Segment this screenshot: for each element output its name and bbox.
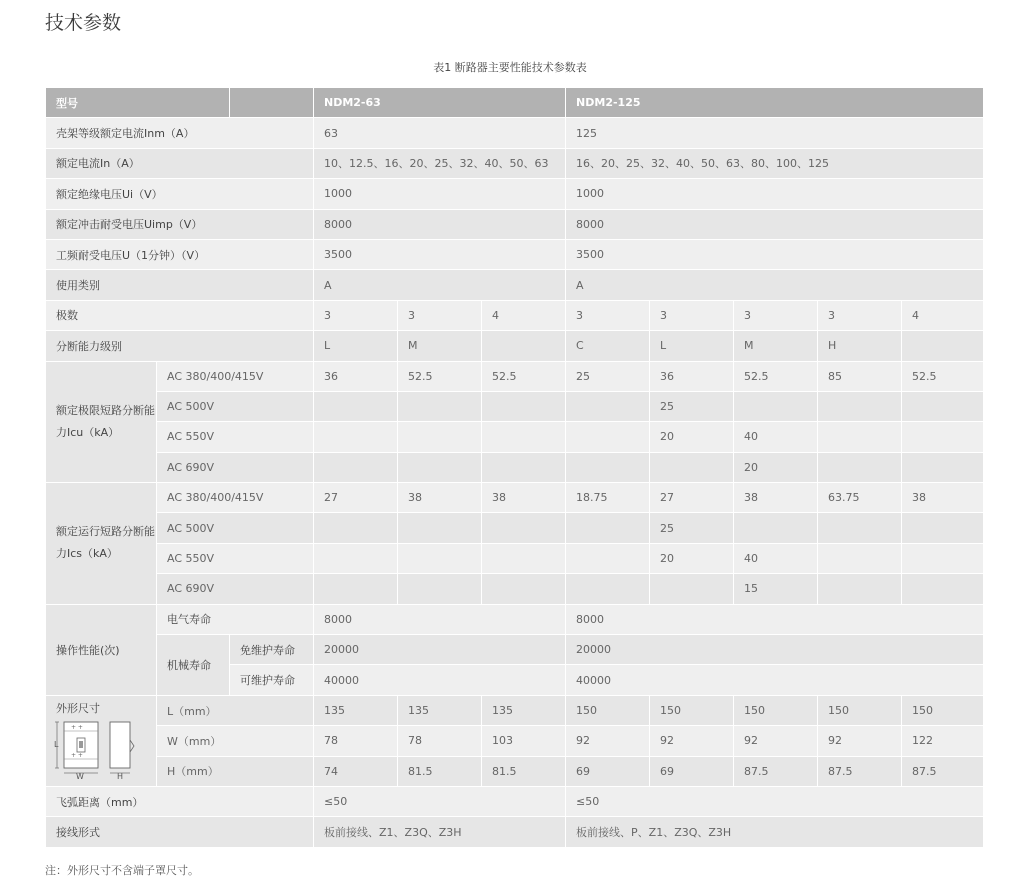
row-label: 工频耐受电压U（1分钟）（V） xyxy=(46,239,314,269)
cell-value xyxy=(482,543,566,573)
cell-value: 10、12.5、16、20、25、32、40、50、63 xyxy=(314,148,566,178)
dimension-label: H（mm） xyxy=(157,756,314,786)
cell-value xyxy=(398,513,482,543)
cell-value: 18.75 xyxy=(566,483,650,513)
cell-value: C xyxy=(566,331,650,361)
cell-value xyxy=(314,543,398,573)
cell-value xyxy=(482,452,566,482)
table-row xyxy=(46,118,984,148)
cell-value: 52.5 xyxy=(482,361,566,391)
cell-value: 52.5 xyxy=(902,361,984,391)
cell-value: 63 xyxy=(314,118,566,148)
cell-value xyxy=(902,452,984,482)
cell-value: 板前接线、P、Z1、Z3Q、Z3H xyxy=(566,817,984,847)
header-model-label: 型号 xyxy=(46,88,230,118)
page-title: 技术参数 xyxy=(45,12,122,34)
cell-value: 3 xyxy=(734,300,818,330)
cell-value: A xyxy=(314,270,566,300)
electrical-life-label: 电气寿命 xyxy=(157,604,314,634)
cell-value: 38 xyxy=(902,483,984,513)
cell-value: 25 xyxy=(566,361,650,391)
cell-value: 38 xyxy=(398,483,482,513)
cell-value xyxy=(314,513,398,543)
cell-value: 150 xyxy=(650,695,734,725)
cell-value: 3 xyxy=(314,300,398,330)
cell-value: 63.75 xyxy=(818,483,902,513)
voltage-label: AC 380/400/415V xyxy=(157,483,314,513)
voltage-label: AC 380/400/415V xyxy=(157,361,314,391)
cell-value: 8000 xyxy=(314,604,566,634)
cell-value: 36 xyxy=(650,361,734,391)
footnote: 注：外形尺寸不含端子罩尺寸。 xyxy=(45,864,199,877)
cell-value xyxy=(902,422,984,452)
table-row xyxy=(46,270,984,300)
table-row xyxy=(46,543,984,573)
table-row xyxy=(46,209,984,239)
voltage-label: AC 690V xyxy=(157,452,314,482)
cell-value: M xyxy=(734,331,818,361)
table-row xyxy=(46,300,984,330)
cell-value: 69 xyxy=(566,756,650,786)
cell-value: 4 xyxy=(482,300,566,330)
cell-value xyxy=(818,422,902,452)
svg-text:+ +: + + xyxy=(71,751,83,759)
table-row xyxy=(46,574,984,604)
cell-value xyxy=(398,543,482,573)
table-row xyxy=(46,756,984,786)
voltage-label: AC 500V xyxy=(157,513,314,543)
table-row xyxy=(46,786,984,816)
dimension-drawing xyxy=(54,720,148,780)
cell-value: 81.5 xyxy=(398,756,482,786)
cell-value: 92 xyxy=(650,726,734,756)
icu-label: 额定极限短路分断能力Icu（kA） xyxy=(46,361,157,483)
table-row xyxy=(46,179,984,209)
cell-value: 27 xyxy=(650,483,734,513)
cell-value: 38 xyxy=(734,483,818,513)
row-label: 使用类别 xyxy=(46,270,314,300)
table-row xyxy=(46,452,984,482)
cell-value xyxy=(482,331,566,361)
cell-value: 27 xyxy=(314,483,398,513)
cell-value: 板前接线、Z1、Z3Q、Z3H xyxy=(314,817,566,847)
cell-value: 52.5 xyxy=(734,361,818,391)
cell-value xyxy=(902,513,984,543)
header-model-a: NDM2-63 xyxy=(314,88,566,118)
cell-value: 20 xyxy=(650,422,734,452)
cell-value: ≤50 xyxy=(314,786,566,816)
svg-text:+ +: + + xyxy=(71,723,83,731)
cell-value: 40 xyxy=(734,543,818,573)
cell-value: 122 xyxy=(902,726,984,756)
cell-value: 103 xyxy=(482,726,566,756)
cell-value: 135 xyxy=(398,695,482,725)
maintainable-label: 可维护寿命 xyxy=(230,665,314,695)
cell-value: L xyxy=(650,331,734,361)
table-row xyxy=(46,817,984,847)
cell-value: 81.5 xyxy=(482,756,566,786)
cell-value: 40000 xyxy=(314,665,566,695)
cell-value: 87.5 xyxy=(734,756,818,786)
cell-value: A xyxy=(566,270,984,300)
cell-value: 74 xyxy=(314,756,398,786)
table-row xyxy=(46,695,984,725)
maintenance-free-label: 免维护寿命 xyxy=(230,635,314,665)
cell-value: 8000 xyxy=(566,209,984,239)
dimension-label: L（mm） xyxy=(157,695,314,725)
cell-value: 135 xyxy=(314,695,398,725)
table-row xyxy=(46,513,984,543)
table-row xyxy=(46,148,984,178)
cell-value: ≤50 xyxy=(566,786,984,816)
cell-value: H xyxy=(818,331,902,361)
cell-value: 92 xyxy=(566,726,650,756)
cell-value: 150 xyxy=(818,695,902,725)
cell-value xyxy=(482,513,566,543)
table-row xyxy=(46,604,984,634)
cell-value xyxy=(398,452,482,482)
table-row xyxy=(46,726,984,756)
cell-value xyxy=(482,574,566,604)
cell-value: 3500 xyxy=(314,239,566,269)
cell-value xyxy=(566,513,650,543)
row-label: 分断能力级别 xyxy=(46,331,314,361)
dim-w-label: W xyxy=(76,771,84,780)
voltage-label: AC 550V xyxy=(157,422,314,452)
cell-value xyxy=(482,391,566,421)
header-blank xyxy=(230,88,314,118)
cell-value: 8000 xyxy=(566,604,984,634)
table-row xyxy=(46,391,984,421)
cell-value: 3 xyxy=(566,300,650,330)
cell-value: 3 xyxy=(650,300,734,330)
cell-value xyxy=(818,574,902,604)
cell-value: 92 xyxy=(818,726,902,756)
row-label: 额定绝缘电压Ui（V） xyxy=(46,179,314,209)
cell-value: 25 xyxy=(650,513,734,543)
cell-value: 87.5 xyxy=(818,756,902,786)
cell-value xyxy=(818,513,902,543)
cell-value xyxy=(566,574,650,604)
row-label: 额定冲击耐受电压Uimp（V） xyxy=(46,209,314,239)
cell-value: M xyxy=(398,331,482,361)
cell-value: 25 xyxy=(650,391,734,421)
cell-value xyxy=(566,452,650,482)
mechanical-life-label: 机械寿命 xyxy=(157,635,230,696)
cell-value xyxy=(650,452,734,482)
table-row xyxy=(46,331,984,361)
cell-value: 38 xyxy=(482,483,566,513)
cell-value: 3 xyxy=(398,300,482,330)
cell-value: 20000 xyxy=(314,635,566,665)
table-row xyxy=(46,422,984,452)
cell-value: 3 xyxy=(818,300,902,330)
cell-value xyxy=(818,391,902,421)
cell-value: 20 xyxy=(734,452,818,482)
dimension-label: W（mm） xyxy=(157,726,314,756)
row-label: 额定电流In（A） xyxy=(46,148,314,178)
cell-value xyxy=(566,391,650,421)
row-label: 壳架等级额定电流Inm（A） xyxy=(46,118,314,148)
cell-value xyxy=(398,574,482,604)
cell-value xyxy=(902,331,984,361)
cell-value: 40 xyxy=(734,422,818,452)
cell-value xyxy=(314,422,398,452)
cell-value xyxy=(566,543,650,573)
dim-h-label: H xyxy=(117,771,124,780)
table-row xyxy=(46,635,984,665)
cell-value: 20 xyxy=(650,543,734,573)
cell-value: 52.5 xyxy=(398,361,482,391)
table-caption: 表1 断路器主要性能技术参数表 xyxy=(433,61,587,74)
cell-value xyxy=(314,574,398,604)
cell-value xyxy=(818,543,902,573)
cell-value: 87.5 xyxy=(902,756,984,786)
cell-value xyxy=(482,422,566,452)
cell-value xyxy=(818,452,902,482)
cell-value xyxy=(734,513,818,543)
table-row xyxy=(46,239,984,269)
cell-value: 78 xyxy=(398,726,482,756)
cell-value xyxy=(734,391,818,421)
cell-value xyxy=(398,391,482,421)
cell-value: 40000 xyxy=(566,665,984,695)
cell-value xyxy=(902,574,984,604)
spec-table xyxy=(45,87,984,848)
cell-value: 150 xyxy=(902,695,984,725)
cell-value: 36 xyxy=(314,361,398,391)
cell-value: 85 xyxy=(818,361,902,391)
cell-value: 69 xyxy=(650,756,734,786)
cell-value: 16、20、25、32、40、50、63、80、100、125 xyxy=(566,148,984,178)
cell-value xyxy=(314,391,398,421)
table-row xyxy=(46,361,984,391)
cell-value: 125 xyxy=(566,118,984,148)
cell-value xyxy=(902,543,984,573)
cell-value: 1000 xyxy=(314,179,566,209)
voltage-label: AC 500V xyxy=(157,391,314,421)
cell-value xyxy=(566,422,650,452)
cell-value xyxy=(650,574,734,604)
cell-value xyxy=(314,452,398,482)
row-label: 接线形式 xyxy=(46,817,314,847)
voltage-label: AC 690V xyxy=(157,574,314,604)
header-model-b: NDM2-125 xyxy=(566,88,984,118)
cell-value xyxy=(902,391,984,421)
cell-value: 20000 xyxy=(566,635,984,665)
cell-value: 150 xyxy=(734,695,818,725)
cell-value: 1000 xyxy=(566,179,984,209)
cell-value: 135 xyxy=(482,695,566,725)
dimensions-cell xyxy=(46,695,157,786)
row-label: 飞弧距离（mm） xyxy=(46,786,314,816)
cell-value: L xyxy=(314,331,398,361)
cell-value: 3500 xyxy=(566,239,984,269)
cell-value: 78 xyxy=(314,726,398,756)
dimensions-label: 外形尺寸 xyxy=(56,701,100,715)
cell-value: 15 xyxy=(734,574,818,604)
cell-value: 4 xyxy=(902,300,984,330)
cell-value: 92 xyxy=(734,726,818,756)
dim-l-label: L xyxy=(54,739,59,749)
row-label: 极数 xyxy=(46,300,314,330)
cell-value: 150 xyxy=(566,695,650,725)
header-row xyxy=(46,88,984,118)
voltage-label: AC 550V xyxy=(157,543,314,573)
table-row xyxy=(46,483,984,513)
cell-value: 8000 xyxy=(314,209,566,239)
operation-label: 操作性能(次) xyxy=(46,604,157,695)
ics-label: 额定运行短路分断能力Ics（kA） xyxy=(46,483,157,605)
cell-value xyxy=(398,422,482,452)
